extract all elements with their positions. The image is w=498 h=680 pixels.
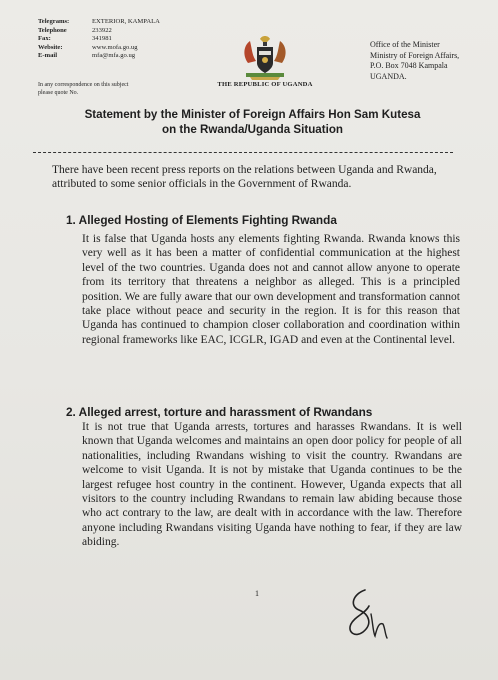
- title-line: on the Rwanda/Uganda Situation: [162, 123, 343, 136]
- title-line: Statement by the Minister of Foreign Affairs Hon Sam Kutesa: [84, 108, 421, 121]
- signature-icon: [343, 584, 393, 644]
- section-heading: 2. Alleged arrest, torture and harassment of Rwandans: [66, 405, 373, 419]
- office-line: Ministry of Foreign Affairs,: [370, 50, 460, 60]
- contact-value: mfa@mfa.go.ug: [92, 52, 136, 60]
- contact-label: Telegrams:: [38, 18, 70, 25]
- statement-title: [30, 107, 475, 137]
- contact-row: [38, 35, 182, 44]
- section-heading: 1. Alleged Hosting of Elements Fighting Rwanda: [66, 213, 337, 227]
- intro-paragraph: There have been recent press reports on the relations between Uganda and Rwanda, attributed to some senior officials in the Government of Rwanda.: [52, 164, 437, 191]
- coat-of-arms-icon: [240, 33, 290, 81]
- contact-value: 233922: [92, 26, 112, 34]
- office-line: P.O. Box 7048 Kampala: [370, 61, 448, 70]
- office-line: UGANDA.: [370, 71, 407, 81]
- contact-label: E-mail: [38, 52, 58, 60]
- contact-value: EXTERIOR, KAMPALA: [92, 18, 160, 25]
- office-address: [370, 40, 459, 82]
- contact-value: 341981: [92, 35, 112, 43]
- section-body: It is not true that Uganda arrests, tortures and harasses Rwandans. It is well known that Uganda welcomes and maintains an open door policy for people of all nationalities, including Rwandans wishing to visit the country. Rwandans are welcome to visit Uganda. It is not by mistake that Uganda continues to be the largest refugee host country in the continent. However, Uganda expects that all visitors to the country including Rwandans to remain law abiding because those who act contrary to the law, are dealt with in accordance with the law. Therefore anyone including Rwandans visiting Uganda have nothing to fear, if they are law abiding.: [82, 421, 462, 549]
- letterhead-contacts: [38, 18, 182, 61]
- dashed-divider: [33, 152, 453, 153]
- page-number: 1: [255, 589, 259, 598]
- contact-value: www.mofa.go.ug: [92, 43, 138, 51]
- republic-name: THE REPUBLIC OF UGANDA: [217, 81, 313, 88]
- contact-label: Telephone: [38, 26, 67, 34]
- office-line: Office of the Minister: [370, 40, 440, 49]
- contact-label: Fax:: [38, 35, 51, 43]
- contact-row: [38, 27, 182, 36]
- contact-label: Website:: [38, 43, 63, 51]
- contact-row: [38, 18, 182, 27]
- contact-row: [38, 44, 182, 53]
- section-body: It is false that Uganda hosts any elements fighting Rwanda. Rwanda knows this very well as it has been a matter of confidential communication at the highest level of the two countries. Uganda does not and cannot allow anyone to operate from its territory that threatens a neighbor as alleged. This is a principled position. We are fully aware that our own development and transformation cannot take place without peace and security in the region. It is for this reason that Uganda has continued to champion closer collaboration and coordination within regional frameworks like EAC, ICGLR, IGAD and even at the Continental level.: [82, 233, 460, 346]
- correspondence-note: In any correspondence on this subject please quote No.: [38, 82, 129, 96]
- contact-row: [38, 52, 182, 61]
